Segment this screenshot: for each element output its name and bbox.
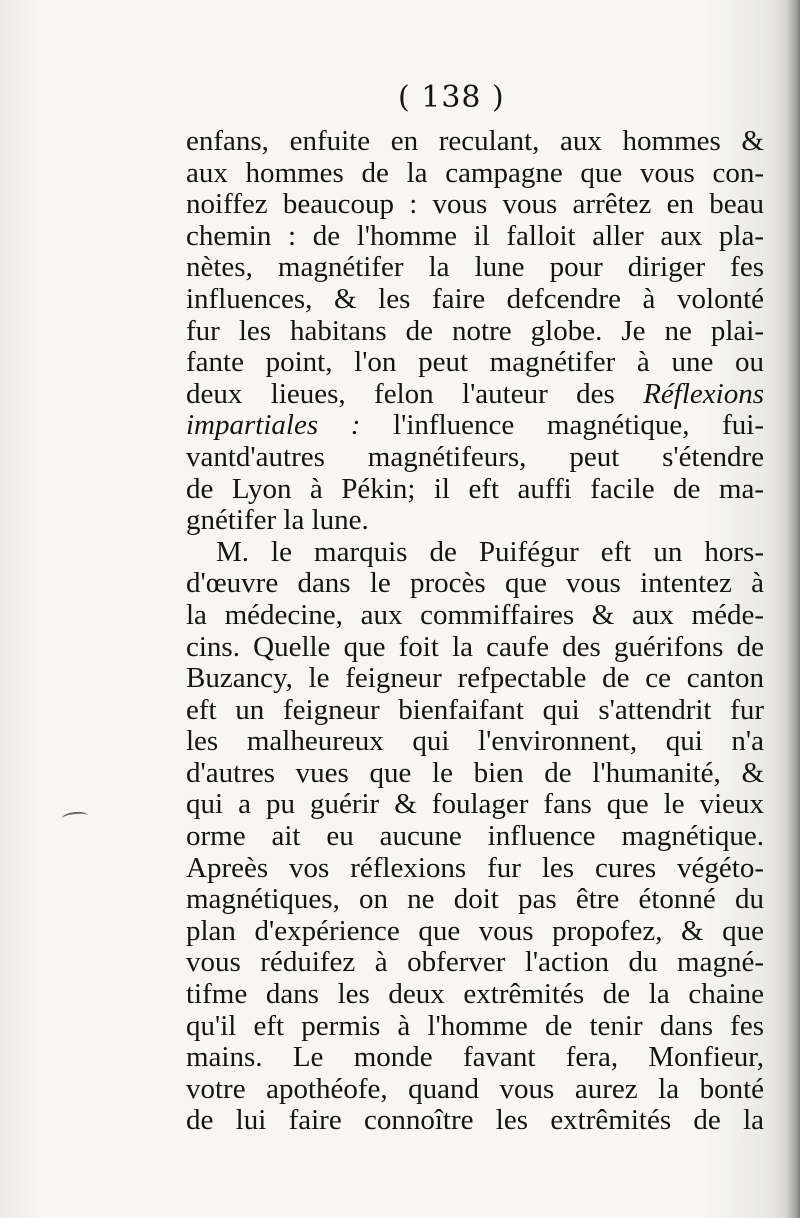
text-line: vous réduifez à obferver l'action du magné-	[186, 946, 764, 979]
text-line: eft un feigneur bienfaifant qui s'attendrit fur	[186, 693, 764, 726]
margin-mark	[62, 811, 89, 824]
text-line: fante point, l'on peut magnétifer à une ou	[186, 346, 764, 379]
text-line: les malheureux qui l'environnent, qui n'a	[186, 725, 764, 758]
text-line: nètes, magnétifer la lune pour diriger fes	[186, 251, 764, 284]
text-line: Buzancy, le feigneur refpectable de ce canton	[186, 662, 764, 695]
text-line: la médecine, aux commiffaires & aux méde-	[186, 598, 764, 631]
text-line: plan d'expérience que vous propofez, & que	[186, 914, 764, 947]
text-line: vantd'autres magnétifeurs, peut s'étendre	[186, 440, 764, 473]
text-line: M. le marquis de Puifégur eft un hors-	[216, 535, 764, 568]
text-line: qui a pu guérir & foulager fans que le vieux	[186, 788, 764, 821]
text-line: magnétiques, on ne doit pas être étonné du	[186, 883, 764, 916]
text-line: aux hommes de la campagne que vous con-	[186, 156, 764, 189]
text-line: d'œuvre dans le procès que vous intentez à	[186, 567, 764, 600]
text-line: orme ait eu aucune influence magnétique.	[186, 820, 764, 853]
text-line: gnétifer la lune.	[186, 504, 369, 537]
text-line: d'autres vues que le bien de l'humanité, &	[186, 756, 764, 789]
text-line: noiffez beaucoup : vous vous arrêtez en beau	[186, 188, 764, 221]
page-number: ( 138 )	[398, 80, 505, 115]
book-title-italic: Réflexions	[643, 377, 764, 410]
text-line: mains. Le monde favant fera, Monfieur,	[186, 1041, 764, 1074]
text-line: deux lieues, felon l'auteur des Réflexions	[186, 377, 764, 410]
body-text	[186, 126, 764, 1137]
text-line: Apreès vos réflexions fur les cures végéto-	[186, 851, 764, 884]
text-line: de lui faire connoître les extrêmités de la	[186, 1104, 764, 1137]
text-line: influences, & les faire defcendre à volonté	[186, 282, 764, 315]
text-line: qu'il eft permis à l'homme de tenir dans fes	[186, 1009, 764, 1042]
text-line: chemin : de l'homme il falloit aller aux pla-	[186, 219, 764, 252]
book-title-italic: impartiales :	[186, 409, 361, 442]
text-line: fur les habitans de notre globe. Je ne plai-	[186, 314, 764, 347]
text-line: de Lyon à Pékin; il eft auffi facile de ma-	[186, 472, 764, 505]
page-edge-shadow	[786, 0, 800, 1218]
text-line: cins. Quelle que foit la caufe des guérifons de	[186, 630, 764, 663]
text-line: votre apothéofe, quand vous aurez la bonté	[186, 1072, 764, 1105]
text-line-italic: impartiales : l'influence magnétique, fui-	[186, 409, 764, 442]
text-line: tifme dans les deux extrêmités de la chaine	[186, 978, 764, 1011]
text-line: enfans, enfuite en reculant, aux hommes &	[186, 125, 764, 157]
